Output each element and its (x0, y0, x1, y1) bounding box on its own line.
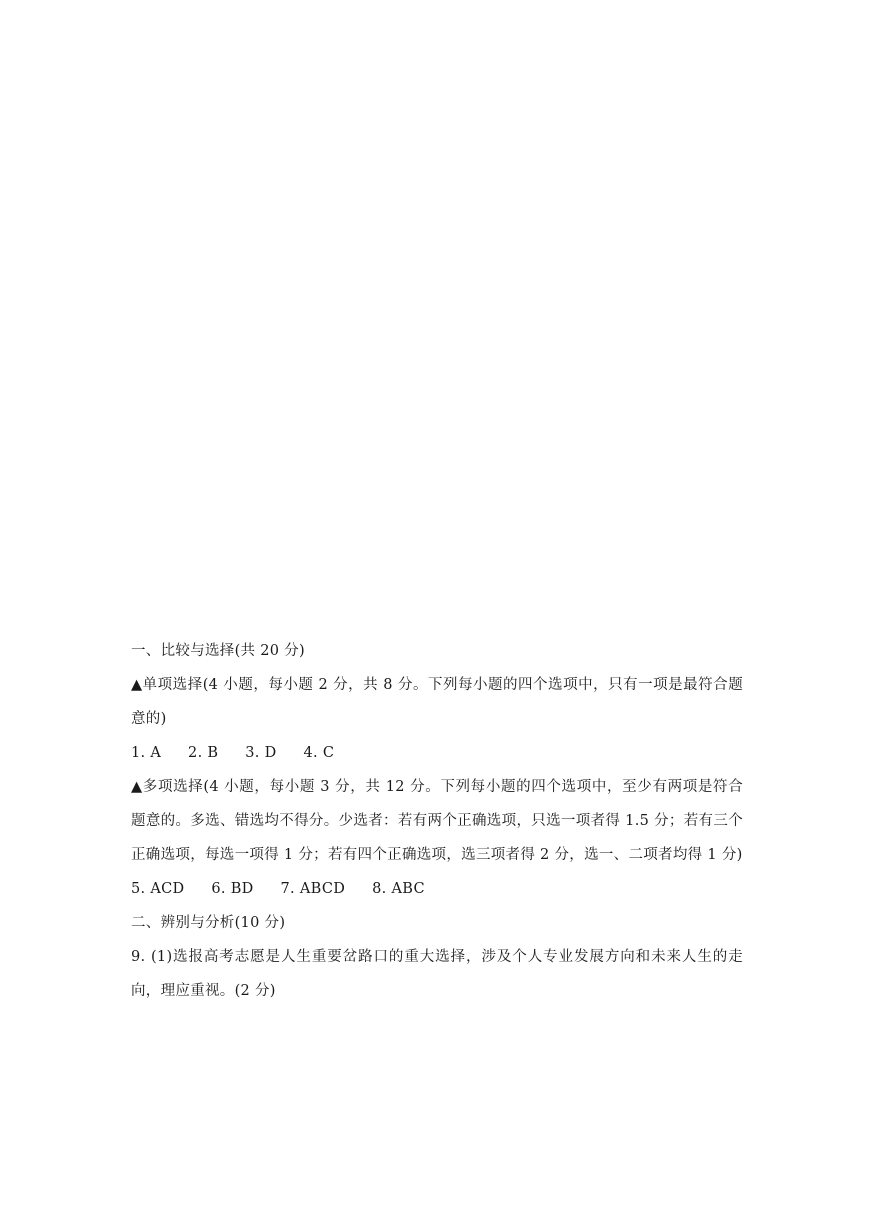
item-9-answer: 9. (1)选报高考志愿是人生重要岔路口的重大选择，涉及个人专业发展方向和未来人生的走向，理应重视。(2 分) (131, 949, 743, 999)
answer-3: 3. D (245, 745, 277, 761)
multi-choice-instruction: ▲多项选择(4 小题，每小题 3 分，共 12 分。下列每小题的四个选项中，至少有两项是符合题意的。多选、错选均不得分。少选者：若有两个正确选项，只选一项者得 1.5 分；若有三个正确选项，每选一项得 1 分；若有四个正确选项，选三项者得 2 分，选一、二项者均得 1 分) (131, 779, 743, 863)
single-choice-instruction: ▲单项选择(4 小题，每小题 2 分，共 8 分。下列每小题的四个选项中，只有一项是最符合题意的) (131, 677, 743, 727)
answer-8: 8. ABC (372, 881, 425, 897)
single-choice-answers (131, 736, 743, 770)
section2-heading: 二、辨别与分析(10 分) (131, 915, 286, 931)
answer-7: 7. ABCD (280, 881, 346, 897)
answer-4: 4. C (303, 745, 335, 761)
answer-6: 6. BD (211, 881, 254, 897)
answer-2: 2. B (188, 745, 219, 761)
multi-choice-answers (131, 872, 743, 906)
answer-1: 1. A (131, 745, 162, 761)
answer-5: 5. ACD (131, 881, 185, 897)
section1-heading: 一、比较与选择(共 20 分) (131, 643, 305, 659)
answer-key (131, 634, 743, 1008)
